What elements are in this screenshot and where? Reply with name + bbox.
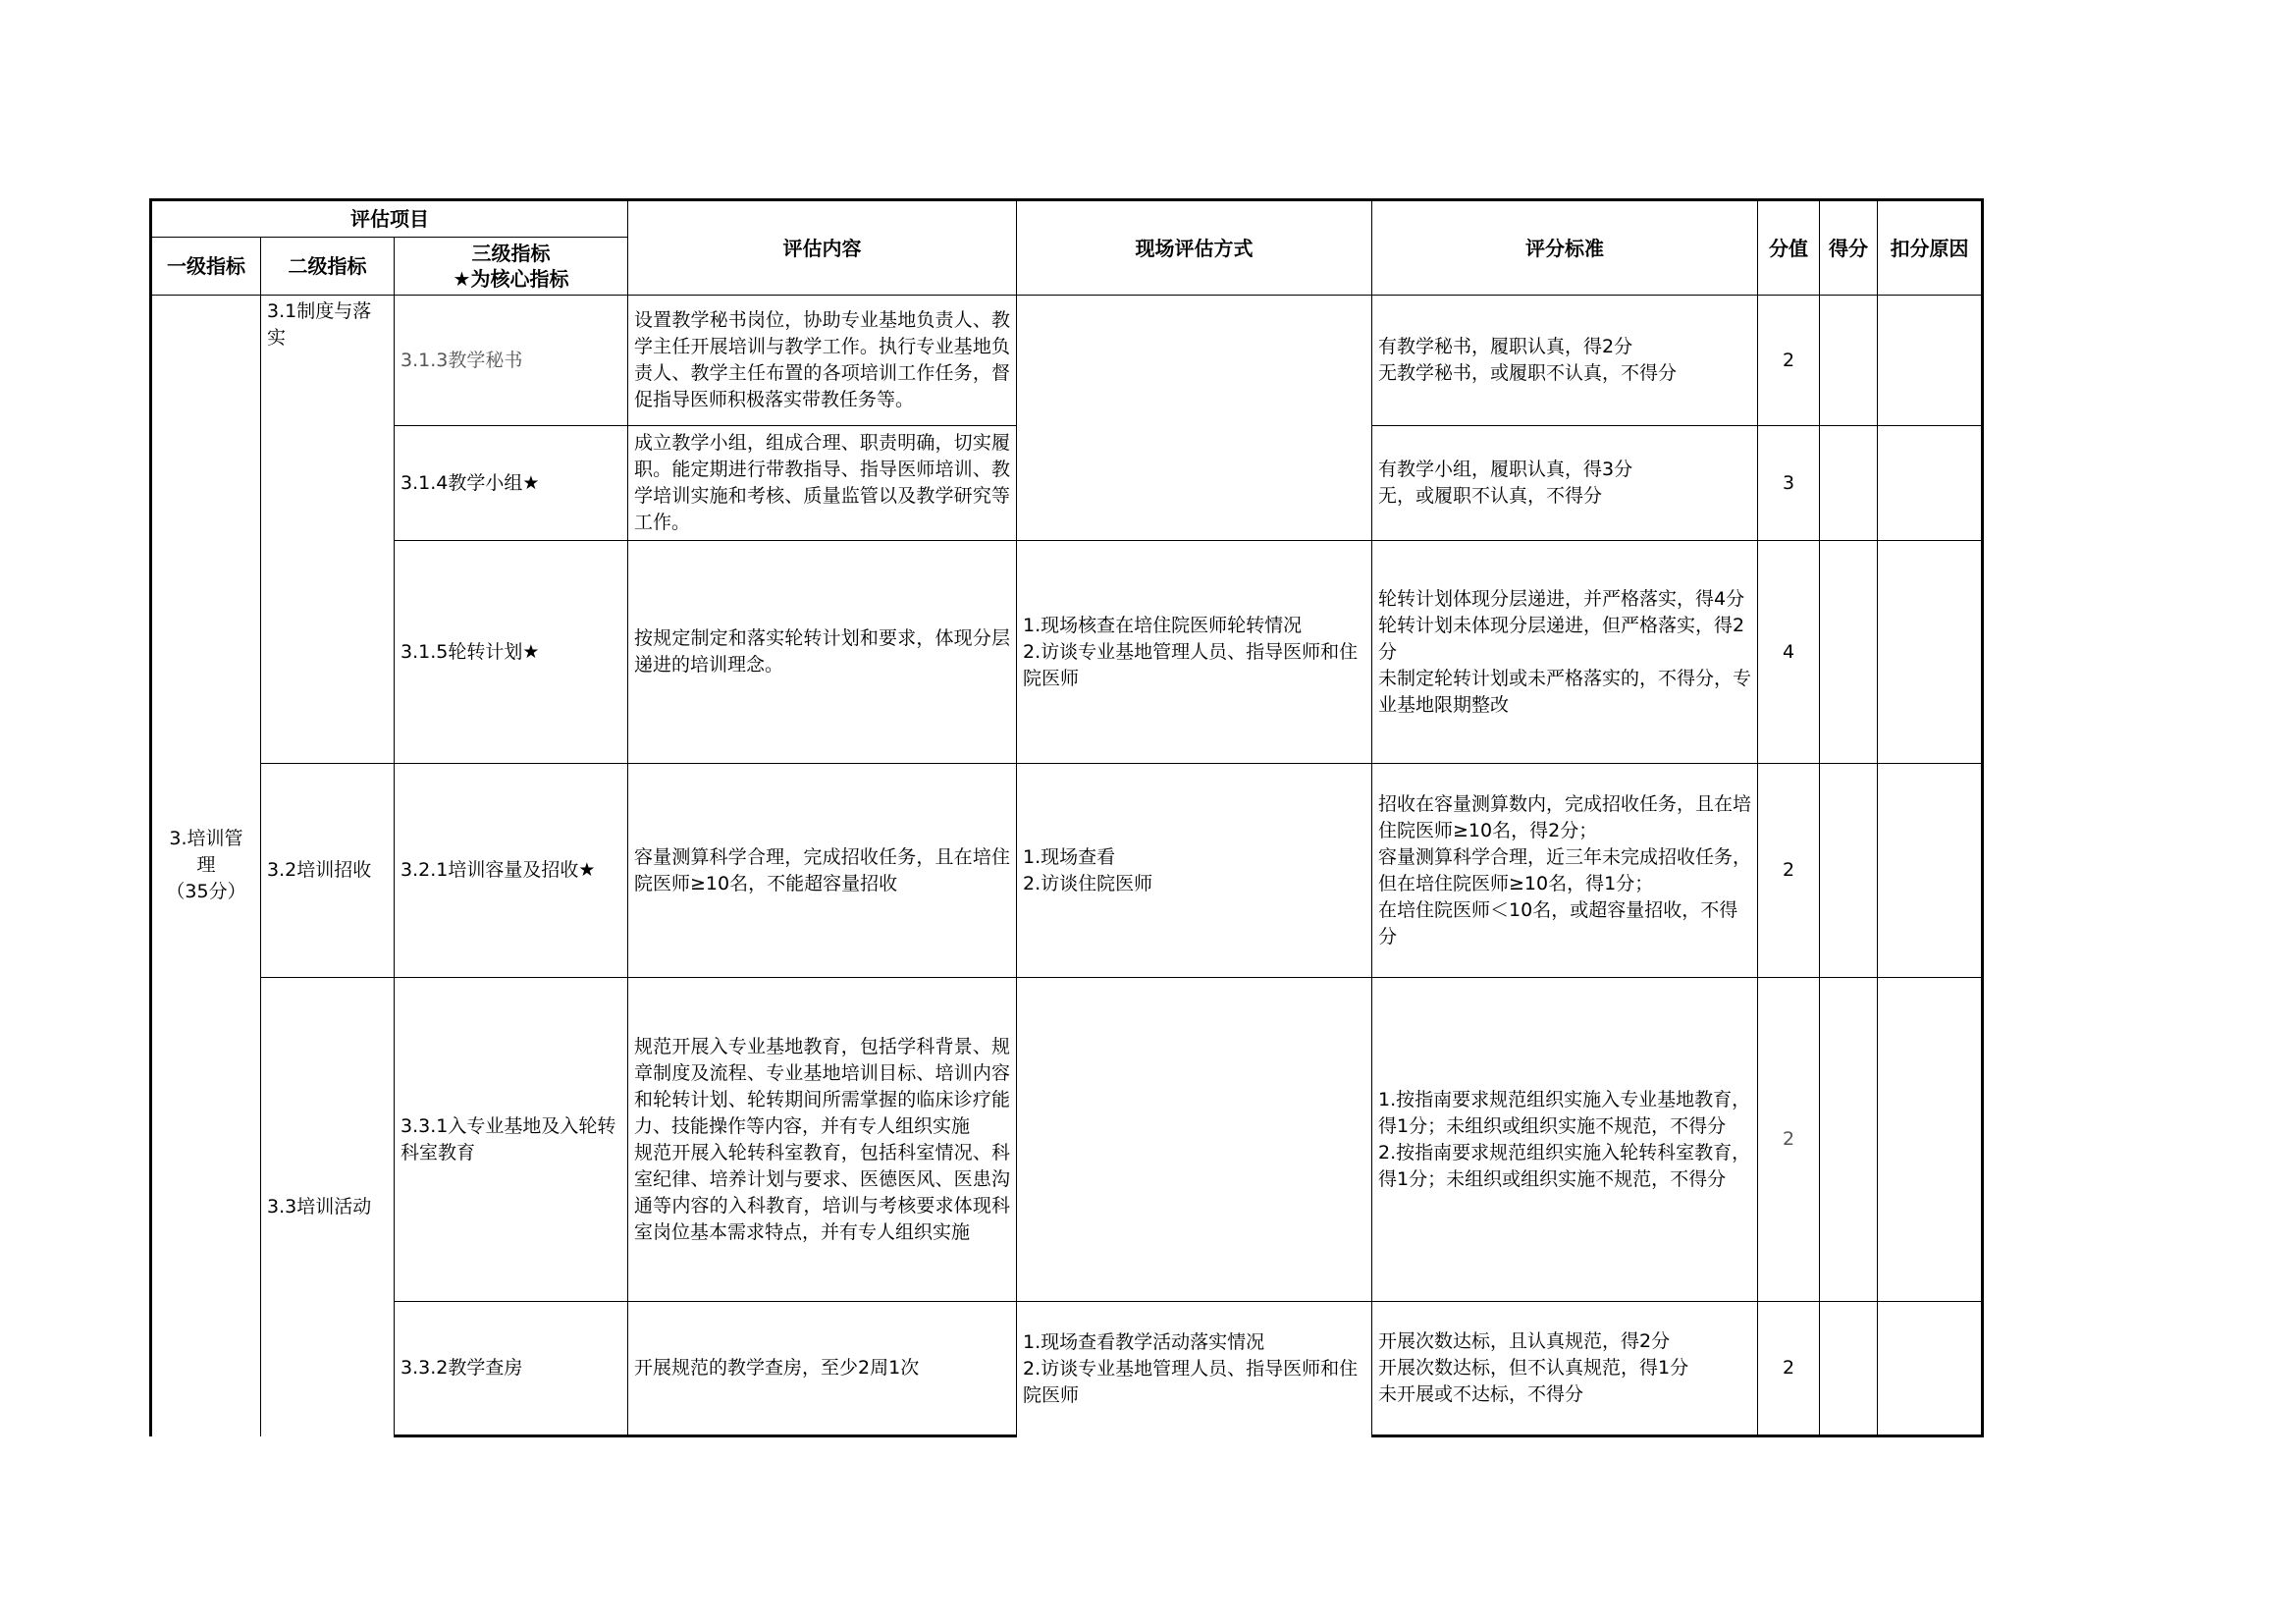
level3-cell: 3.1.5轮转计划★ xyxy=(395,541,628,764)
standard-cell: 轮转计划体现分层递进，并严格落实，得4分 轮转计划未体现分层递进，但严格落实，得2分 未制定轮转计划或未严格落实的，不得分，专业基地限期整改 xyxy=(1372,541,1758,764)
level3-cell: 3.2.1培训容量及招收★ xyxy=(395,764,628,978)
score-value-cell: 2 xyxy=(1758,296,1820,426)
header-group-cell: 评估项目 xyxy=(151,200,628,238)
standard-cell: 招收在容量测算数内，完成招收任务，且在培住院医师≥10名，得2分； 容量测算科学合理，近三年未完成招收任务，但在培住院医师≥10名，得1分； 在培住院医师＜10名，或超容量招收，不得分 xyxy=(1372,764,1758,978)
method-cell-empty xyxy=(1017,296,1372,541)
level3-cell: 3.1.4教学小组★ xyxy=(395,426,628,541)
content-cell xyxy=(628,296,1017,426)
deduct-reason-cell xyxy=(1878,426,1983,541)
level2-cell: 3.3培训活动 xyxy=(261,978,395,1436)
score-got-cell xyxy=(1820,541,1878,764)
level2-cell: 3.2培训招收 xyxy=(261,764,395,978)
level2-cell: 3.1制度与落实 xyxy=(261,296,395,764)
content-cell: 按规定制定和落实轮转计划和要求，体现分层递进的培训理念。 xyxy=(628,541,1017,764)
deduct-reason-cell xyxy=(1878,541,1983,764)
score-value-cell: 3 xyxy=(1758,426,1820,541)
table-row xyxy=(151,541,1983,764)
standard-cell: 1.按指南要求规范组织实施入专业基地教育，得1分；未组织或组织实施不规范，不得分 2.按指南要求规范组织实施入轮转科室教育，得1分；未组织或组织实施不规范，不得分 xyxy=(1372,978,1758,1302)
level3-cell: 3.1.3教学秘书 xyxy=(395,296,628,426)
header-score-value-cell: 分值 xyxy=(1758,200,1820,296)
level1-line1: 3.培训管 xyxy=(169,828,243,850)
deduct-reason-cell xyxy=(1878,296,1983,426)
deduct-reason-cell xyxy=(1878,978,1983,1302)
method-cell: 1.现场查看教学活动落实情况 2.访谈专业基地管理人员、指导医师和住院医师 xyxy=(1017,1302,1372,1436)
evaluation-table xyxy=(149,198,1984,1437)
content-text: 设置教学秘书岗位，协助专业基地负责人、教学主任开展培训与教学工作。执行专业基地负责人、教学主任布置的各项培训工作任务，督促指导医师积极落实带教任务等。 xyxy=(634,309,1011,410)
level1-cell xyxy=(151,296,261,1436)
standard-cell: 有教学小组，履职认真，得3分 无，或履职不认真，不得分 xyxy=(1372,426,1758,541)
score-got-cell xyxy=(1820,1302,1878,1436)
score-got-cell xyxy=(1820,296,1878,426)
header-content-cell: 评估内容 xyxy=(628,200,1017,296)
header-level3-cell xyxy=(395,238,628,296)
method-cell-empty xyxy=(1017,978,1372,1302)
level1-line2: 理 xyxy=(196,854,216,877)
header-standard-cell: 评分标准 xyxy=(1372,200,1758,296)
standard-cell: 有教学秘书，履职认真，得2分 无教学秘书，或履职不认真，不得分 xyxy=(1372,296,1758,426)
header-level3-title: 三级指标 xyxy=(471,242,551,265)
standard-cell: 开展次数达标，且认真规范，得2分 开展次数达标，但不认真规范，得1分 未开展或不达标，不得分 xyxy=(1372,1302,1758,1436)
score-value-cell: 2 xyxy=(1758,1302,1820,1436)
header-level1-cell: 一级指标 xyxy=(151,238,261,296)
header-deduct-reason-cell: 扣分原因 xyxy=(1878,200,1983,296)
table-row xyxy=(151,764,1983,978)
table-row xyxy=(151,296,1983,426)
level3-cell: 3.3.1入专业基地及入轮转科室教育 xyxy=(395,978,628,1302)
content-cell: 容量测算科学合理，完成招收任务，且在培住院医师≥10名，不能超容量招收 xyxy=(628,764,1017,978)
header-level2-cell: 二级指标 xyxy=(261,238,395,296)
header-level3-note: ★为核心指标 xyxy=(453,267,569,291)
method-cell: 1.现场核查在培住院医师轮转情况 2.访谈专业基地管理人员、指导医师和住院医师 xyxy=(1017,541,1372,764)
method-cell: 1.现场查看 2.访谈住院医师 xyxy=(1017,764,1372,978)
score-got-cell xyxy=(1820,426,1878,541)
header-score-got-cell: 得分 xyxy=(1820,200,1878,296)
deduct-reason-cell xyxy=(1878,764,1983,978)
score-value-cell: 4 xyxy=(1758,541,1820,764)
content-cell: 成立教学小组，组成合理、职责明确，切实履职。能定期进行带教指导、指导医师培训、教学培训实施和考核、质量监管以及教学研究等工作。 xyxy=(628,426,1017,541)
score-got-cell xyxy=(1820,978,1878,1302)
content-cell: 开展规范的教学查房，至少2周1次 xyxy=(628,1302,1017,1436)
score-value-cell: 2 xyxy=(1758,978,1820,1302)
table-row xyxy=(151,1302,1983,1436)
content-cell: 规范开展入专业基地教育，包括学科背景、规章制度及流程、专业基地培训目标、培训内容和轮转计划、轮转期间所需掌握的临床诊疗能力、技能操作等内容，并有专人组织实施 规范开展入轮转科室教育，包括科室情况、科室纪律、培养计划与要求、医德医风、医患沟通等内容的入科教育，培训与考核要求体现科室岗位基本需求特点，并有专人组织实施 xyxy=(628,978,1017,1302)
header-method-cell: 现场评估方式 xyxy=(1017,200,1372,296)
level1-line3: （35分） xyxy=(166,881,246,903)
score-value-cell: 2 xyxy=(1758,764,1820,978)
score-got-cell xyxy=(1820,764,1878,978)
table-row xyxy=(151,978,1983,1302)
level3-cell: 3.3.2教学查房 xyxy=(395,1302,628,1436)
deduct-reason-cell xyxy=(1878,1302,1983,1436)
